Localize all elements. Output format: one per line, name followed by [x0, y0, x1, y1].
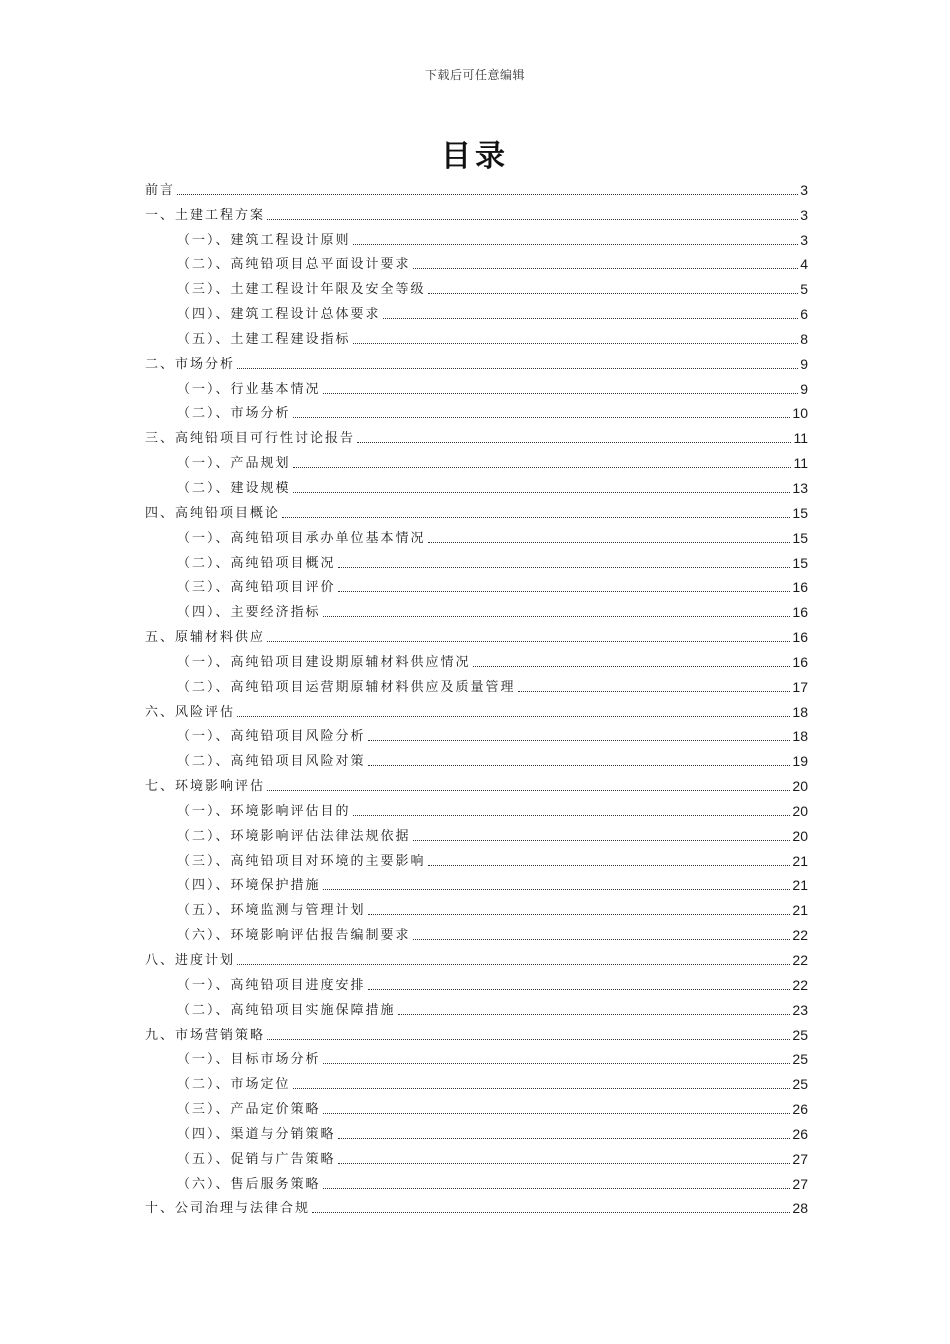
toc-entry-page-number[interactable]: 27 [792, 1175, 808, 1192]
toc-entry-page-number[interactable]: 15 [792, 529, 808, 546]
toc-entry[interactable] [145, 422, 808, 447]
toc-entry-label[interactable]: （二）、高纯铅项目总平面设计要求 [177, 257, 411, 273]
toc-entry-label[interactable]: 十、公司治理与法律合规 [145, 1201, 311, 1217]
toc-entry-page-number[interactable]: 25 [792, 1051, 808, 1068]
toc-entry[interactable] [145, 845, 808, 870]
toc-entry-page-number[interactable]: 21 [792, 852, 808, 869]
toc-entry-page-number[interactable]: 11 [793, 430, 808, 447]
toc-entry-label[interactable]: 九、市场营销策略 [145, 1027, 266, 1043]
toc-entry-label[interactable]: （六）、环境影响评估报告编制要求 [177, 928, 411, 944]
toc-entry-label[interactable]: （一）、建筑工程设计原则 [177, 232, 351, 248]
toc-entry[interactable] [145, 795, 808, 820]
toc-entry-label[interactable]: （一）、产品规划 [177, 456, 291, 472]
toc-entry[interactable] [145, 572, 808, 597]
toc-entry[interactable] [145, 497, 808, 522]
toc-entry[interactable] [145, 894, 808, 919]
toc-entry[interactable] [145, 770, 808, 795]
toc-entry[interactable] [145, 1044, 808, 1069]
toc-entry-label[interactable]: （二）、高纯铅项目运营期原辅材料供应及质量管理 [177, 679, 516, 695]
toc-entry[interactable] [145, 969, 808, 994]
toc-dot-leader [398, 1014, 791, 1015]
toc-dot-leader [428, 865, 791, 866]
toc-entry-label[interactable]: 三、高纯铅项目可行性讨论报告 [145, 431, 356, 447]
toc-dot-leader [473, 666, 791, 667]
header-note: 下载后可任意编辑 [424, 68, 525, 82]
toc-entry-label[interactable]: 五、原辅材料供应 [145, 630, 266, 646]
toc-entry-page-number[interactable]: 11 [793, 455, 808, 472]
toc-dot-leader [323, 889, 791, 890]
toc-dot-leader [177, 194, 798, 195]
toc-dot-leader [368, 765, 791, 766]
toc-entry-page-number[interactable]: 13 [792, 479, 808, 496]
toc-dot-leader [293, 417, 791, 418]
toc-entry[interactable] [145, 398, 808, 423]
toc-dot-leader [357, 442, 791, 443]
toc-entry-label[interactable]: （二）、市场分析 [177, 406, 291, 422]
toc-entry-label[interactable]: （二）、环境影响评估法律法规依据 [177, 828, 411, 844]
toc-entry-label[interactable]: （二）、高纯铅项目概况 [177, 555, 336, 571]
toc-entry-label[interactable]: （三）、产品定价策略 [177, 1102, 321, 1118]
toc-entry-page-number[interactable]: 22 [792, 927, 808, 944]
toc-dot-leader [267, 219, 798, 220]
toc-entry-page-number[interactable]: 3 [800, 206, 808, 223]
toc-entry-label[interactable]: （四）、环境保护措施 [177, 878, 321, 894]
toc-dot-leader [237, 964, 790, 965]
toc-entry-page-number[interactable]: 3 [800, 231, 808, 248]
toc-entry[interactable] [145, 547, 808, 572]
toc-entry-label[interactable]: 八、进度计划 [145, 953, 236, 968]
toc-entry[interactable] [145, 1068, 808, 1093]
toc-entry[interactable] [145, 596, 808, 621]
toc-dot-leader [267, 1039, 790, 1040]
toc-dot-leader [353, 244, 799, 245]
toc-entry-page-number[interactable]: 6 [800, 306, 808, 323]
toc-dot-leader [323, 1063, 791, 1064]
toc-dot-leader [312, 1212, 790, 1213]
toc-dot-leader [353, 815, 791, 816]
toc-entry-label[interactable]: （一）、目标市场分析 [177, 1052, 321, 1068]
toc-entry[interactable] [145, 348, 808, 373]
toc-entry-page-number[interactable]: 16 [792, 629, 808, 646]
toc-entry[interactable] [145, 870, 808, 895]
toc-entry-page-number[interactable]: 16 [792, 579, 808, 596]
toc-entry[interactable] [145, 1019, 808, 1044]
toc-dot-leader [293, 467, 792, 468]
toc-dot-leader [368, 989, 791, 990]
page-title: 目录 [441, 139, 509, 174]
toc-entry-label[interactable]: （一）、高纯铅项目进度安排 [177, 977, 366, 993]
toc-entry-label[interactable]: 七、环境影响评估 [145, 779, 266, 795]
toc-entry-label[interactable]: （一）、高纯铅项目建设期原辅材料供应情况 [177, 654, 471, 670]
toc-entry[interactable] [145, 373, 808, 398]
toc-entry-page-number[interactable]: 17 [792, 678, 808, 695]
toc-entry-label[interactable]: （五）、环境监测与管理计划 [177, 903, 366, 919]
toc-dot-leader [413, 939, 791, 940]
toc-entry-label[interactable]: 二、市场分析 [145, 356, 236, 372]
toc-dot-leader [323, 393, 799, 394]
toc-entry-page-number[interactable]: 20 [792, 802, 808, 819]
toc-entry-label[interactable]: （四）、渠道与分销策略 [177, 1126, 336, 1142]
toc-entry-page-number[interactable]: 27 [792, 1150, 808, 1167]
toc-entry-label[interactable]: （一）、高纯铅项目承办单位基本情况 [177, 530, 426, 546]
toc-entry-page-number[interactable]: 20 [792, 778, 808, 795]
toc-entry-page-number[interactable]: 10 [792, 405, 808, 422]
toc-dot-leader [323, 616, 791, 617]
toc-entry[interactable] [145, 944, 808, 969]
toc-entry-page-number[interactable]: 19 [792, 753, 808, 770]
toc-dot-leader [353, 343, 799, 344]
toc-entry-page-number[interactable]: 20 [792, 827, 808, 844]
toc-entry-page-number[interactable]: 9 [800, 380, 808, 397]
toc-entry[interactable] [145, 323, 808, 348]
toc-entry-label[interactable]: 一、土建工程方案 [145, 207, 266, 223]
toc-entry-label[interactable]: 四、高纯铅项目概论 [145, 505, 281, 521]
toc-entry-page-number[interactable]: 21 [792, 902, 808, 919]
toc-entry-page-number[interactable]: 21 [792, 877, 808, 894]
toc-entry-label[interactable]: （三）、土建工程设计年限及安全等级 [177, 282, 426, 298]
toc-entry-label[interactable]: （四）、主要经济指标 [177, 605, 321, 621]
toc-entry-page-number[interactable]: 15 [792, 554, 808, 571]
toc-entry-page-number[interactable]: 26 [792, 1125, 808, 1142]
toc-entry[interactable] [145, 696, 808, 721]
toc-entry-label[interactable]: （二）、建设规模 [177, 480, 291, 496]
toc-dot-leader [338, 1138, 791, 1139]
toc-entry-label[interactable]: （一）、环境影响评估目的 [177, 803, 351, 819]
toc-entry-label[interactable]: （三）、高纯铅项目评价 [177, 580, 336, 596]
toc-dot-leader [413, 840, 791, 841]
toc-dot-leader [413, 268, 799, 269]
toc-entry-label[interactable]: （五）、促销与广告策略 [177, 1151, 336, 1167]
toc-entry[interactable] [145, 621, 808, 646]
toc-entry-label[interactable]: （二）、高纯铅项目实施保障措施 [177, 1002, 396, 1018]
toc-entry[interactable] [145, 1193, 808, 1218]
toc-dot-leader [338, 1163, 791, 1164]
toc-entry[interactable] [145, 298, 808, 323]
toc-dot-leader [293, 492, 791, 493]
toc-entry[interactable] [145, 820, 808, 845]
toc-entry-label[interactable]: （五）、土建工程建设指标 [177, 331, 351, 347]
toc-entry-label[interactable]: （三）、高纯铅项目对环境的主要影响 [177, 853, 426, 869]
toc-dot-leader [237, 368, 798, 369]
toc-dot-leader [368, 740, 791, 741]
toc-dot-leader [267, 641, 790, 642]
toc-entry[interactable] [145, 522, 808, 547]
toc-entry-page-number[interactable]: 15 [792, 504, 808, 521]
toc-entry-label[interactable]: （二）、高纯铅项目风险对策 [177, 754, 366, 770]
toc-entry[interactable] [145, 273, 808, 298]
toc-entry-page-number[interactable]: 5 [800, 281, 808, 298]
toc-entry-page-number[interactable]: 28 [792, 1200, 808, 1217]
toc-entry-label[interactable]: （一）、高纯铅项目风险分析 [177, 729, 366, 745]
toc-entry-page-number[interactable]: 22 [792, 952, 808, 968]
toc-entry-page-number[interactable]: 26 [792, 1101, 808, 1118]
toc-dot-leader [237, 716, 790, 717]
toc-entry-label[interactable]: （四）、建筑工程设计总体要求 [177, 307, 381, 323]
toc-dot-leader [383, 318, 799, 319]
toc-entry[interactable] [145, 224, 808, 249]
toc-entry[interactable] [145, 745, 808, 770]
toc-entry-label[interactable]: （二）、市场定位 [177, 1077, 291, 1093]
toc-entry[interactable] [145, 1168, 808, 1193]
toc-entry-label[interactable]: 六、风险评估 [145, 704, 236, 720]
toc-entry-page-number[interactable]: 4 [800, 256, 808, 273]
toc-dot-leader [323, 1113, 791, 1114]
toc-dot-leader [323, 1188, 791, 1189]
toc-entry[interactable] [145, 1118, 808, 1143]
toc-entry-label[interactable]: （一）、行业基本情况 [177, 381, 321, 397]
toc-entry[interactable] [145, 646, 808, 671]
toc-entry-page-number[interactable]: 18 [792, 703, 808, 720]
toc-entry[interactable] [145, 199, 808, 224]
toc-entry-page-number[interactable]: 16 [792, 653, 808, 670]
toc-entry-page-number[interactable]: 18 [792, 728, 808, 745]
toc-entry-page-number[interactable]: 25 [792, 1076, 808, 1093]
toc-entry[interactable] [145, 994, 808, 1019]
toc-entry-page-number[interactable]: 25 [792, 1026, 808, 1043]
toc-dot-leader [338, 567, 791, 568]
toc-dot-leader [518, 691, 791, 692]
toc-dot-leader [293, 1088, 791, 1089]
toc-entry[interactable] [145, 721, 808, 746]
toc-dot-leader [282, 517, 790, 518]
toc-dot-leader [368, 914, 791, 915]
toc-entry[interactable] [145, 671, 808, 696]
table-of-contents [145, 174, 808, 1217]
toc-entry[interactable] [145, 174, 808, 199]
toc-entry-page-number[interactable]: 22 [792, 976, 808, 993]
toc-entry-label[interactable]: （六）、售后服务策略 [177, 1176, 321, 1192]
toc-dot-leader [428, 293, 799, 294]
toc-entry-page-number[interactable]: 16 [792, 604, 808, 621]
toc-dot-leader [428, 542, 791, 543]
toc-entry-label[interactable]: 前言 [145, 182, 176, 198]
toc-entry[interactable] [145, 249, 808, 274]
toc-entry[interactable] [145, 1093, 808, 1118]
toc-entry[interactable] [145, 472, 808, 497]
toc-entry[interactable] [145, 447, 808, 472]
toc-entry-page-number[interactable]: 23 [792, 1001, 808, 1018]
toc-dot-leader [267, 790, 790, 791]
toc-entry[interactable] [145, 919, 808, 944]
toc-entry-page-number[interactable]: 9 [800, 355, 808, 372]
toc-entry[interactable] [145, 1143, 808, 1168]
toc-entry-page-number[interactable]: 8 [800, 330, 808, 347]
toc-dot-leader [338, 591, 791, 592]
toc-entry-page-number[interactable]: 3 [800, 181, 808, 198]
